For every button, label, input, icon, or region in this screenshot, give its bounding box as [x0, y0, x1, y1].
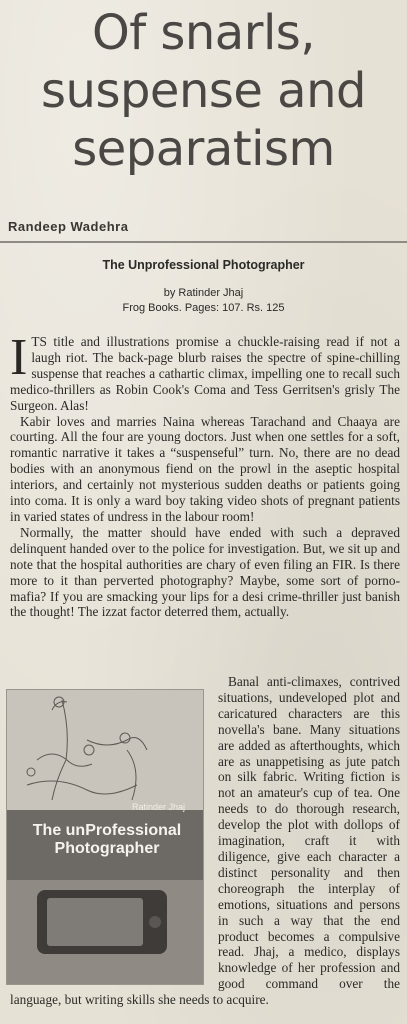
drop-cap: I [10, 329, 28, 386]
book-cover-image [6, 689, 204, 985]
cover-author: Ratinder Jhaj [131, 802, 185, 812]
paragraph-1 [10, 329, 400, 414]
paragraph-2: Kabir loves and marries Naina whereas Tarachand and Chaaya are courting. All the four are young doctors. Just when one settles for a soft, romantic narrative it takes a “suspenseful” turn. No, there are no dead bodies with an anonymous fiend on the prowl in the aseptic hospital interiors, and certainly not mysterious sudden deaths or patients going into coma. It is only a ward boy taking video shots of pregnant patients in varied states of undress in the labour room! [10, 413, 400, 524]
paragraph-3: Normally, the matter should have ended with such a depraved delinquent handed over to the police for investigation. But, we sit up and note that the hospital authorities are chary of even filing an FIR. Is there more to it than perverted photography? Maybe, some sort of porno-mafia? If you are smacking your lips for a desi crime-thriller just banish the thought! The izzat factor deterred them, actually. [10, 524, 400, 620]
byline: Randeep Wadehra [8, 219, 129, 234]
article-body-lower [10, 674, 400, 1008]
headline-line-3: separatism [72, 121, 335, 177]
book-author: by Ratinder Jhaj [163, 287, 244, 299]
cover-title [17, 822, 197, 858]
headline-line-2: suspense and [41, 63, 366, 119]
paragraph-4: Banal anti-climaxes, contrived situations, undeveloped plot and caricatured characters are this novella's bane. Many situations are added as afterthoughts, which are as unappetising as jute patch on silk fabric. Writing fiction is not an amateur's cup of tea. One needs to do thorough research, develop the plot with dollops of imagination, craft it with diligence, give each character a distinct personality and then choreograph the interplay of emotions, situations and persons in such a way that the end product becomes a compulsive read. Jhaj, a medico, displays knowledge of her profession and good command over the language, but writing skills she needs to acquire. [10, 674, 400, 1008]
byline-rule [0, 241, 407, 243]
paragraph-1-text: TS title and illustrations promise a chuckle-raising read if not a laugh riot. The back-page blurb raises the spectre of spine-chilling suspense that reaches a cathartic climax, impelling one to recall such medico-thrillers as Robin Cook's Coma and Tess Gerritsen's grisly The Surgeon. Alas! [10, 334, 400, 413]
book-meta [0, 286, 407, 316]
book-publisher: Frog Books. Pages: 107. Rs. 125 [122, 302, 285, 314]
book-title: The Unprofessional Photographer [102, 258, 305, 272]
cover-title-line-2: Photographer [54, 840, 160, 857]
headline-line-1: Of snarls, [91, 5, 316, 61]
article-body [10, 329, 400, 620]
headline [0, 4, 407, 178]
cover-title-line-1: The unProfessional [32, 822, 182, 839]
